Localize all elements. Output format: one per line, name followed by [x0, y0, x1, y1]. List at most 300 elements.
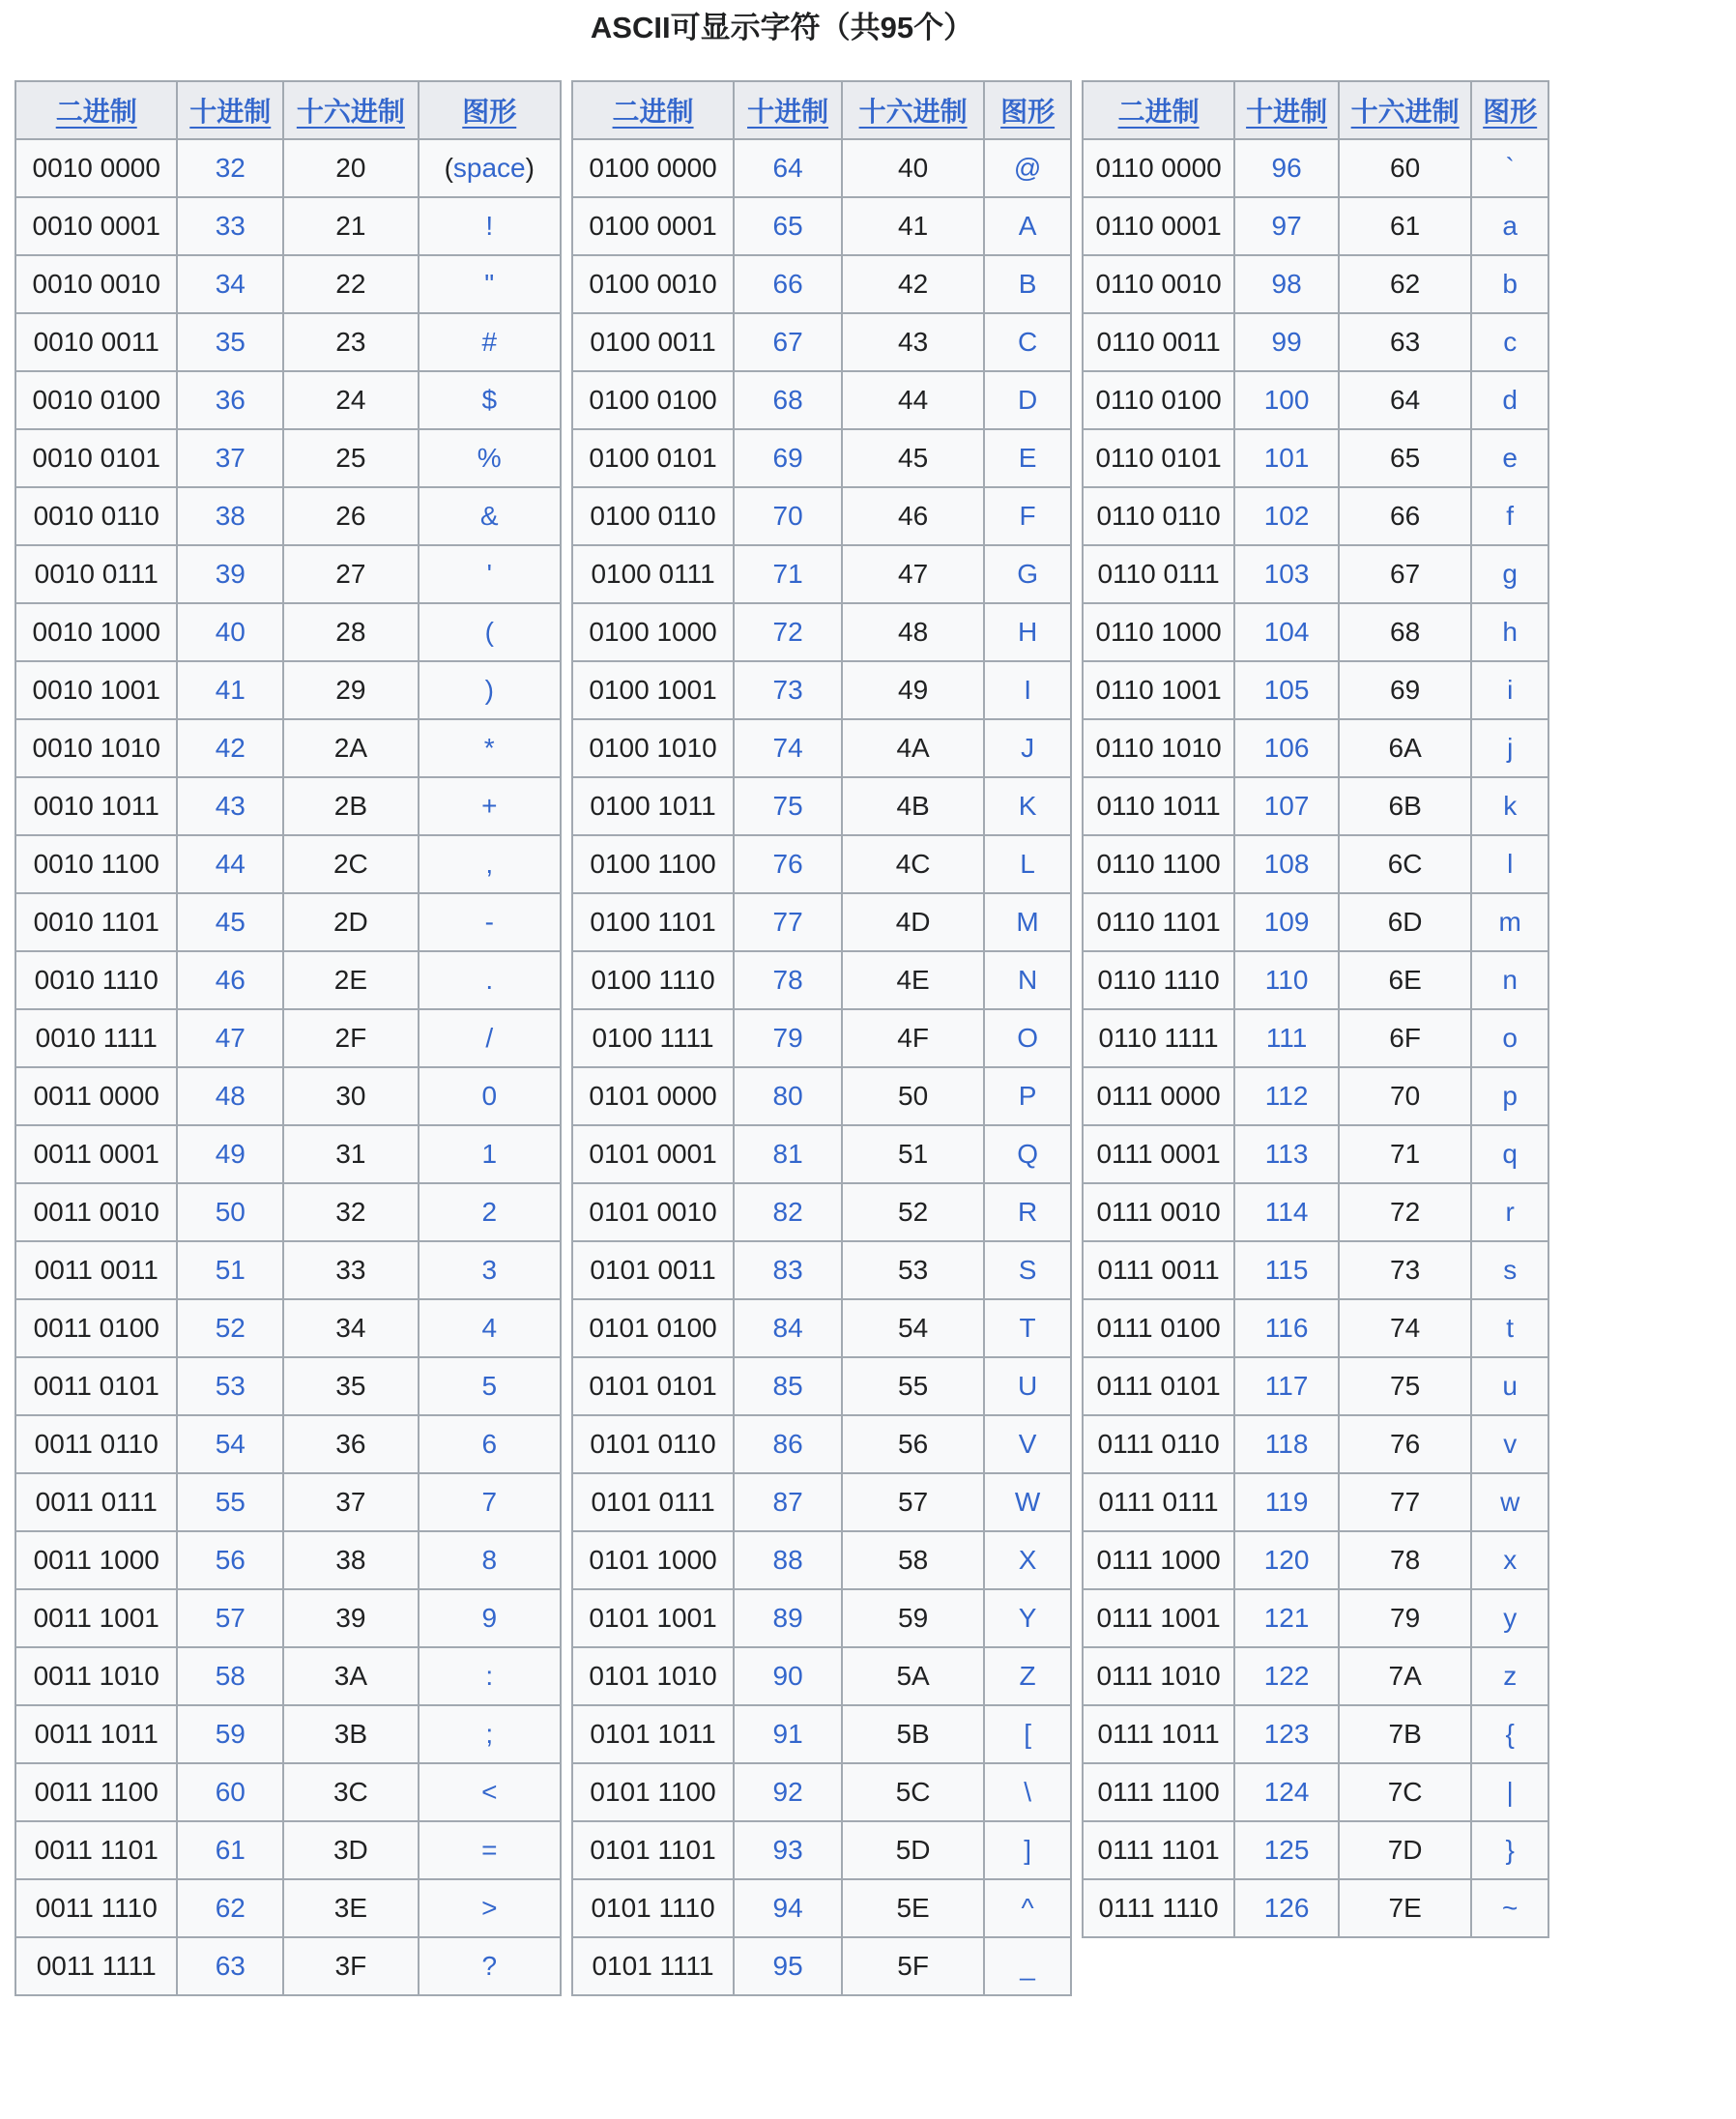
- binary-cell: 0011 1000: [15, 1531, 177, 1589]
- decimal-cell: [734, 429, 842, 487]
- decimal-link[interactable]: 120: [1263, 1545, 1310, 1575]
- glyph-link[interactable]: ;: [485, 1719, 494, 1749]
- column-header-link[interactable]: 二进制: [612, 97, 694, 127]
- glyph-cell: [984, 1009, 1071, 1067]
- decimal-link[interactable]: 33: [215, 211, 246, 241]
- glyph-link[interactable]: !: [485, 211, 494, 241]
- glyph-link[interactable]: -: [484, 907, 494, 937]
- decimal-link[interactable]: 117: [1264, 1371, 1309, 1401]
- hex-cell: 5A: [842, 1647, 984, 1705]
- decimal-cell: [734, 1531, 842, 1589]
- decimal-link[interactable]: 70: [772, 501, 803, 531]
- glyph-link[interactable]: z: [1503, 1661, 1518, 1691]
- decimal-link[interactable]: 66: [772, 269, 803, 299]
- hex-cell: 49: [842, 661, 984, 719]
- glyph-link[interactable]: k: [1503, 791, 1518, 821]
- decimal-cell: [177, 1705, 283, 1763]
- glyph-link[interactable]: q: [1502, 1139, 1518, 1169]
- decimal-link[interactable]: 55: [215, 1487, 246, 1517]
- glyph-link[interactable]: :: [485, 1661, 494, 1691]
- decimal-cell: [177, 1125, 283, 1183]
- decimal-link[interactable]: 102: [1263, 501, 1310, 531]
- decimal-link[interactable]: 34: [215, 269, 246, 299]
- ascii-row: [1083, 255, 1548, 313]
- ascii-row: [572, 1067, 1071, 1125]
- glyph-link[interactable]: >: [481, 1893, 498, 1923]
- decimal-link[interactable]: 99: [1271, 327, 1302, 357]
- glyph-link[interactable]: @: [1013, 153, 1042, 183]
- glyph-link[interactable]: w: [1500, 1487, 1520, 1517]
- decimal-cell: [177, 487, 283, 545]
- glyph-cell: [984, 893, 1071, 951]
- decimal-link[interactable]: 32: [215, 153, 246, 183]
- glyph-link[interactable]: o: [1502, 1023, 1518, 1053]
- column-header-link[interactable]: 二进制: [55, 97, 137, 127]
- hex-cell: 76: [1339, 1415, 1472, 1473]
- decimal-link[interactable]: 51: [215, 1255, 246, 1285]
- ascii-row: [572, 371, 1071, 429]
- glyph-link[interactable]: 6: [481, 1429, 498, 1459]
- glyph-link[interactable]: 4: [481, 1313, 498, 1343]
- binary-cell: 0011 0111: [15, 1473, 177, 1531]
- glyph-link[interactable]: j: [1507, 733, 1514, 763]
- decimal-link[interactable]: 44: [215, 849, 246, 879]
- column-header-link[interactable]: 十进制: [747, 97, 829, 127]
- binary-cell: 0011 0101: [15, 1357, 177, 1415]
- binary-cell: 0010 1010: [15, 719, 177, 777]
- decimal-link[interactable]: 98: [1271, 269, 1302, 299]
- decimal-link[interactable]: 53: [215, 1371, 246, 1401]
- glyph-cell: [419, 1473, 561, 1531]
- glyph-link[interactable]: Y: [1018, 1603, 1037, 1633]
- glyph-cell: [984, 1125, 1071, 1183]
- decimal-link[interactable]: 105: [1263, 675, 1310, 705]
- glyph-cell: [419, 545, 561, 603]
- ascii-row: [1083, 1183, 1548, 1241]
- hex-cell: 29: [283, 661, 419, 719]
- hex-cell: 46: [842, 487, 984, 545]
- binary-cell: 0110 1011: [1083, 777, 1234, 835]
- binary-cell: 0011 0110: [15, 1415, 177, 1473]
- decimal-link[interactable]: 121: [1263, 1603, 1310, 1633]
- decimal-link[interactable]: 107: [1263, 791, 1310, 821]
- decimal-cell: [734, 893, 842, 951]
- glyph-link[interactable]: +: [481, 791, 498, 821]
- decimal-link[interactable]: 82: [772, 1197, 803, 1227]
- decimal-cell: [1234, 1473, 1339, 1531]
- glyph-link[interactable]: L: [1020, 849, 1035, 879]
- glyph-link[interactable]: l: [1507, 849, 1514, 879]
- hex-cell: 31: [283, 1125, 419, 1183]
- column-header-link[interactable]: 图形: [462, 97, 517, 127]
- hex-cell: 4F: [842, 1009, 984, 1067]
- decimal-link[interactable]: 92: [772, 1777, 803, 1807]
- glyph-link[interactable]: d: [1502, 385, 1518, 415]
- decimal-link[interactable]: 36: [215, 385, 246, 415]
- hex-cell: 33: [283, 1241, 419, 1299]
- decimal-cell: [1234, 1009, 1339, 1067]
- glyph-link[interactable]: F: [1019, 501, 1036, 531]
- binary-cell: 0010 1001: [15, 661, 177, 719]
- glyph-link[interactable]: u: [1502, 1371, 1518, 1401]
- decimal-link[interactable]: 94: [772, 1893, 803, 1923]
- glyph-link[interactable]: C: [1017, 327, 1038, 357]
- hex-cell: 22: [283, 255, 419, 313]
- decimal-link[interactable]: 67: [772, 327, 803, 357]
- decimal-link[interactable]: 89: [772, 1603, 803, 1633]
- binary-cell: 0111 0111: [1083, 1473, 1234, 1531]
- glyph-link[interactable]: {: [1505, 1719, 1515, 1749]
- decimal-link[interactable]: 81: [772, 1139, 803, 1169]
- glyph-link[interactable]: v: [1503, 1429, 1518, 1459]
- decimal-link[interactable]: 118: [1264, 1429, 1309, 1459]
- glyph-link[interactable]: ,: [485, 849, 494, 879]
- column-header-link[interactable]: 十六进制: [296, 97, 405, 127]
- decimal-cell: [734, 139, 842, 197]
- binary-cell: 0011 1100: [15, 1763, 177, 1821]
- decimal-link[interactable]: 54: [215, 1429, 246, 1459]
- glyph-link[interactable]: n: [1502, 965, 1518, 995]
- column-header-link[interactable]: 十进制: [1246, 97, 1328, 127]
- decimal-cell: [734, 1647, 842, 1705]
- decimal-link[interactable]: 126: [1263, 1893, 1310, 1923]
- decimal-link[interactable]: 43: [215, 791, 246, 821]
- glyph-link[interactable]: H: [1017, 617, 1038, 647]
- glyph-link[interactable]: e: [1502, 443, 1518, 473]
- ascii-row: [572, 1009, 1071, 1067]
- decimal-link[interactable]: 71: [772, 559, 803, 589]
- decimal-link[interactable]: 100: [1263, 385, 1310, 415]
- ascii-row: [15, 835, 561, 893]
- glyph-link[interactable]: }: [1505, 1835, 1515, 1865]
- column-header: [1339, 81, 1472, 139]
- glyph-link[interactable]: E: [1018, 443, 1037, 473]
- hex-cell: 6F: [1339, 1009, 1472, 1067]
- decimal-link[interactable]: 123: [1263, 1719, 1310, 1749]
- decimal-link[interactable]: 79: [772, 1023, 803, 1053]
- glyph-link[interactable]: g: [1502, 559, 1518, 589]
- decimal-link[interactable]: 46: [215, 965, 246, 995]
- binary-cell: 0111 0010: [1083, 1183, 1234, 1241]
- decimal-link[interactable]: 114: [1264, 1197, 1309, 1227]
- glyph-link[interactable]: ~: [1502, 1893, 1519, 1923]
- glyph-link[interactable]: T: [1019, 1313, 1036, 1343]
- binary-cell: 0010 0101: [15, 429, 177, 487]
- ascii-row: [15, 661, 561, 719]
- decimal-link[interactable]: 85: [772, 1371, 803, 1401]
- glyph-link[interactable]: 2: [481, 1197, 498, 1227]
- glyph-link[interactable]: r: [1505, 1197, 1515, 1227]
- hex-cell: 38: [283, 1531, 419, 1589]
- glyph-link[interactable]: M: [1016, 907, 1039, 937]
- glyph-cell: [1471, 1415, 1548, 1473]
- ascii-row: [572, 313, 1071, 371]
- glyph-link[interactable]: <: [481, 1777, 498, 1807]
- glyph-link[interactable]: f: [1506, 501, 1515, 531]
- decimal-link[interactable]: 80: [772, 1081, 803, 1111]
- decimal-link[interactable]: 86: [772, 1429, 803, 1459]
- column-header-link[interactable]: 二进制: [1117, 97, 1200, 127]
- glyph-link[interactable]: x: [1503, 1545, 1518, 1575]
- decimal-link[interactable]: 72: [772, 617, 803, 647]
- glyph-link[interactable]: ^: [1021, 1893, 1034, 1923]
- glyph-link[interactable]: s: [1503, 1255, 1518, 1285]
- decimal-link[interactable]: 91: [772, 1719, 803, 1749]
- decimal-link[interactable]: 109: [1263, 907, 1310, 937]
- glyph-link[interactable]: V: [1018, 1429, 1037, 1459]
- decimal-cell: [1234, 1531, 1339, 1589]
- hex-cell: 6A: [1339, 719, 1472, 777]
- glyph-link[interactable]: ): [484, 675, 494, 705]
- glyph-link[interactable]: ": [484, 269, 495, 299]
- glyph-link[interactable]: y: [1503, 1603, 1518, 1633]
- decimal-link[interactable]: 106: [1263, 733, 1310, 763]
- decimal-link[interactable]: 52: [215, 1313, 246, 1343]
- decimal-link[interactable]: 90: [772, 1661, 803, 1691]
- decimal-link[interactable]: 64: [772, 153, 803, 183]
- glyph-link[interactable]: #: [481, 327, 498, 357]
- hex-cell: 3E: [283, 1879, 419, 1937]
- decimal-link[interactable]: 95: [772, 1951, 803, 1981]
- glyph-link[interactable]: X: [1018, 1545, 1037, 1575]
- decimal-link[interactable]: 57: [215, 1603, 246, 1633]
- decimal-link[interactable]: 124: [1263, 1777, 1310, 1807]
- ascii-row: [15, 313, 561, 371]
- decimal-link[interactable]: 48: [215, 1081, 246, 1111]
- ascii-row: [572, 777, 1071, 835]
- binary-cell: 0110 0011: [1083, 313, 1234, 371]
- column-header-link[interactable]: 十六进制: [1350, 97, 1460, 127]
- glyph-link[interactable]: W: [1014, 1487, 1041, 1517]
- glyph-link[interactable]: _: [1020, 1951, 1035, 1981]
- decimal-link[interactable]: 50: [215, 1197, 246, 1227]
- decimal-link[interactable]: 96: [1271, 153, 1302, 183]
- decimal-link[interactable]: 84: [772, 1313, 803, 1343]
- glyph-link[interactable]: 1: [481, 1139, 498, 1169]
- glyph-link[interactable]: space: [452, 153, 526, 183]
- decimal-link[interactable]: 111: [1265, 1023, 1308, 1053]
- decimal-link[interactable]: 49: [215, 1139, 246, 1169]
- decimal-link[interactable]: 73: [772, 675, 803, 705]
- decimal-link[interactable]: 42: [215, 733, 246, 763]
- decimal-link[interactable]: 112: [1264, 1081, 1309, 1111]
- hex-cell: 52: [842, 1183, 984, 1241]
- glyph-link[interactable]: =: [481, 1835, 498, 1865]
- ascii-row: [15, 487, 561, 545]
- glyph-link[interactable]: (: [484, 617, 494, 647]
- glyph-link[interactable]: /: [485, 1023, 494, 1053]
- glyph-link[interactable]: I: [1024, 675, 1031, 705]
- glyph-link[interactable]: [: [1024, 1719, 1031, 1749]
- glyph-link[interactable]: A: [1018, 211, 1037, 241]
- decimal-cell: [177, 835, 283, 893]
- glyph-link[interactable]: R: [1017, 1197, 1038, 1227]
- glyph-link[interactable]: m: [1498, 907, 1521, 937]
- glyph-cell: [1471, 487, 1548, 545]
- binary-cell: 0011 0010: [15, 1183, 177, 1241]
- glyph-cell: [419, 1299, 561, 1357]
- glyph-link[interactable]: 0: [481, 1081, 498, 1111]
- decimal-link[interactable]: 110: [1264, 965, 1309, 995]
- glyph-link[interactable]: |: [1506, 1777, 1514, 1807]
- column-header-link[interactable]: 图形: [1483, 97, 1538, 127]
- glyph-link[interactable]: i: [1507, 675, 1514, 705]
- glyph-link[interactable]: P: [1018, 1081, 1037, 1111]
- decimal-link[interactable]: 35: [215, 327, 246, 357]
- glyph-cell: [419, 1009, 561, 1067]
- decimal-link[interactable]: 75: [772, 791, 803, 821]
- glyph-link[interactable]: G: [1017, 559, 1038, 589]
- decimal-cell: [734, 371, 842, 429]
- hex-cell: 67: [1339, 545, 1472, 603]
- glyph-link[interactable]: U: [1017, 1371, 1038, 1401]
- decimal-link[interactable]: 47: [215, 1023, 246, 1053]
- glyph-link[interactable]: a: [1502, 211, 1518, 241]
- glyph-link[interactable]: *: [483, 733, 495, 763]
- glyph-link[interactable]: h: [1502, 617, 1518, 647]
- decimal-link[interactable]: 113: [1264, 1139, 1309, 1169]
- decimal-link[interactable]: 65: [772, 211, 803, 241]
- decimal-link[interactable]: 38: [215, 501, 246, 531]
- glyph-link[interactable]: 8: [481, 1545, 498, 1575]
- glyph-link[interactable]: 7: [481, 1487, 498, 1517]
- glyph-cell: [1471, 1299, 1548, 1357]
- glyph-link[interactable]: ]: [1024, 1835, 1031, 1865]
- glyph-link[interactable]: N: [1017, 965, 1038, 995]
- glyph-link[interactable]: 9: [481, 1603, 498, 1633]
- glyph-cell: [1471, 1009, 1548, 1067]
- decimal-link[interactable]: 63: [215, 1951, 246, 1981]
- decimal-link[interactable]: 87: [772, 1487, 803, 1517]
- decimal-link[interactable]: 93: [772, 1835, 803, 1865]
- glyph-link[interactable]: b: [1502, 269, 1518, 299]
- decimal-link[interactable]: 115: [1264, 1255, 1309, 1285]
- glyph-link[interactable]: K: [1018, 791, 1037, 821]
- decimal-link[interactable]: 97: [1271, 211, 1302, 241]
- decimal-link[interactable]: 125: [1263, 1835, 1310, 1865]
- glyph-link[interactable]: S: [1018, 1255, 1037, 1285]
- ascii-row: [15, 545, 561, 603]
- glyph-link[interactable]: ': [486, 559, 492, 589]
- glyph-link[interactable]: 5: [481, 1371, 498, 1401]
- decimal-link[interactable]: 39: [215, 559, 246, 589]
- glyph-link[interactable]: 3: [481, 1255, 498, 1285]
- binary-cell: 0100 1110: [572, 951, 734, 1009]
- decimal-cell: [177, 255, 283, 313]
- column-header-link[interactable]: 十六进制: [858, 97, 968, 127]
- glyph-link[interactable]: Q: [1017, 1139, 1038, 1169]
- decimal-link[interactable]: 78: [772, 965, 803, 995]
- glyph-link[interactable]: p: [1502, 1081, 1518, 1111]
- column-header-link[interactable]: 图形: [1000, 97, 1056, 127]
- glyph-cell: [419, 1531, 561, 1589]
- binary-cell: 0010 1100: [15, 835, 177, 893]
- decimal-link[interactable]: 45: [215, 907, 246, 937]
- decimal-link[interactable]: 37: [215, 443, 246, 473]
- decimal-link[interactable]: 76: [772, 849, 803, 879]
- decimal-link[interactable]: 60: [215, 1777, 246, 1807]
- glyph-link[interactable]: \: [1024, 1777, 1031, 1807]
- hex-cell: 7A: [1339, 1647, 1472, 1705]
- glyph-link[interactable]: t: [1506, 1313, 1515, 1343]
- decimal-link[interactable]: 77: [772, 907, 803, 937]
- decimal-cell: [734, 951, 842, 1009]
- glyph-link[interactable]: `: [1505, 153, 1515, 183]
- glyph-link[interactable]: Z: [1019, 1661, 1036, 1691]
- decimal-link[interactable]: 122: [1263, 1661, 1310, 1691]
- decimal-link[interactable]: 59: [215, 1719, 246, 1749]
- glyph-cell: [419, 1241, 561, 1299]
- decimal-link[interactable]: 56: [215, 1545, 246, 1575]
- decimal-link[interactable]: 69: [772, 443, 803, 473]
- binary-cell: 0011 1001: [15, 1589, 177, 1647]
- decimal-cell: [1234, 1879, 1339, 1937]
- hex-cell: 6C: [1339, 835, 1472, 893]
- glyph-cell: [1471, 835, 1548, 893]
- decimal-link[interactable]: 83: [772, 1255, 803, 1285]
- hex-cell: 27: [283, 545, 419, 603]
- hex-cell: 2E: [283, 951, 419, 1009]
- glyph-cell: [984, 603, 1071, 661]
- binary-cell: 0011 1111: [15, 1937, 177, 1995]
- glyph-link[interactable]: c: [1503, 327, 1518, 357]
- glyph-link[interactable]: $: [481, 385, 498, 415]
- glyph-link[interactable]: %: [477, 443, 502, 473]
- decimal-link[interactable]: 68: [772, 385, 803, 415]
- glyph-link[interactable]: ?: [481, 1951, 498, 1981]
- glyph-link[interactable]: O: [1017, 1023, 1038, 1053]
- ascii-row: [572, 1705, 1071, 1763]
- decimal-link[interactable]: 61: [215, 1835, 246, 1865]
- decimal-link[interactable]: 104: [1263, 617, 1310, 647]
- glyph-link[interactable]: J: [1021, 733, 1035, 763]
- ascii-row: [15, 1763, 561, 1821]
- ascii-row: [572, 1357, 1071, 1415]
- decimal-cell: [1234, 1589, 1339, 1647]
- decimal-cell: [177, 719, 283, 777]
- decimal-link[interactable]: 74: [772, 733, 803, 763]
- ascii-row: [15, 371, 561, 429]
- decimal-link[interactable]: 88: [772, 1545, 803, 1575]
- decimal-cell: [734, 1879, 842, 1937]
- decimal-link[interactable]: 108: [1263, 849, 1310, 879]
- decimal-link[interactable]: 116: [1264, 1313, 1309, 1343]
- decimal-link[interactable]: 41: [215, 675, 246, 705]
- ascii-row: [15, 1009, 561, 1067]
- ascii-row: [15, 429, 561, 487]
- decimal-link[interactable]: 103: [1263, 559, 1310, 589]
- column-header-link[interactable]: 十进制: [189, 97, 272, 127]
- decimal-cell: [177, 371, 283, 429]
- decimal-link[interactable]: 119: [1264, 1487, 1309, 1517]
- binary-cell: 0100 1010: [572, 719, 734, 777]
- decimal-link[interactable]: 58: [215, 1661, 246, 1691]
- binary-cell: 0011 0000: [15, 1067, 177, 1125]
- decimal-link[interactable]: 40: [215, 617, 246, 647]
- decimal-link[interactable]: 101: [1263, 443, 1310, 473]
- glyph-link[interactable]: &: [479, 501, 499, 531]
- glyph-link[interactable]: .: [485, 965, 494, 995]
- decimal-cell: [177, 313, 283, 371]
- binary-cell: 0101 0110: [572, 1415, 734, 1473]
- decimal-cell: [1234, 951, 1339, 1009]
- ascii-row: [1083, 1879, 1548, 1937]
- glyph-link[interactable]: D: [1017, 385, 1038, 415]
- binary-cell: 0010 1000: [15, 603, 177, 661]
- ascii-row: [1083, 777, 1548, 835]
- glyph-link[interactable]: B: [1018, 269, 1037, 299]
- decimal-link[interactable]: 62: [215, 1893, 246, 1923]
